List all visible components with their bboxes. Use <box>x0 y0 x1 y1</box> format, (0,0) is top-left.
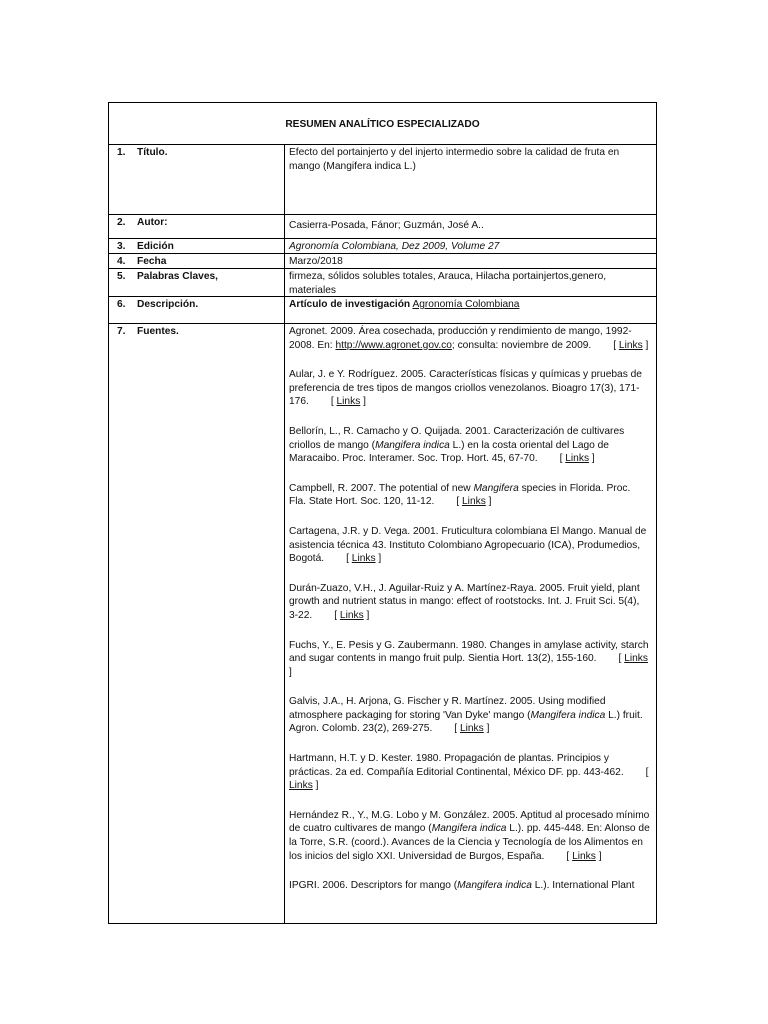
reference-item <box>289 582 650 623</box>
reference-item <box>289 639 650 680</box>
autor-value: Casierra-Posada, Fánor; Guzmán, José A.. <box>289 220 484 231</box>
row-descripcion <box>109 297 656 324</box>
links-label[interactable]: Links <box>459 723 484 735</box>
links-button[interactable]: [ Links ] <box>456 496 492 508</box>
links-button[interactable]: [ Links ] <box>289 766 649 792</box>
reference-species-name: Mangifera indica <box>530 709 606 721</box>
row-number: 1. <box>117 147 126 158</box>
titulo-value: Efecto del portainjerto y del injerto intermedio sobre la calidad de fruta en mango (Mangifera indica L.) <box>289 147 620 172</box>
summary-table <box>108 102 657 924</box>
row-titulo <box>109 145 656 215</box>
row-fecha <box>109 254 656 269</box>
reference-text: Bellorín, L., R. Camacho y O. Quijada. 2001. Caracterización de cultivares criollos de mango ( <box>289 425 625 451</box>
row-palabras <box>109 269 656 297</box>
reference-text: Campbell, R. 2007. The potential of new <box>289 482 474 494</box>
palabras-value: firmeza, sólidos solubles totales, Arauca, Hilacha portainjertos,genero, materiales <box>289 271 607 296</box>
row-number: 2. <box>117 217 126 228</box>
descripcion-value: Artículo de investigación <box>289 299 411 310</box>
reference-item <box>289 482 650 509</box>
reference-text: Hartmann, H.T. y D. Kester. 1980. Propagación de plantas. Principios y prácticas. 2a ed. Compañía Editorial Continental, México DF. pp. 443-462. <box>289 753 624 778</box>
reference-item <box>289 695 650 736</box>
links-label[interactable]: Links <box>565 453 590 465</box>
row-label: Autor: <box>137 217 168 228</box>
row-number: 6. <box>117 299 126 310</box>
links-label[interactable]: Links <box>624 653 648 665</box>
reference-item <box>289 425 650 466</box>
fecha-value: Marzo/2018 <box>289 256 343 267</box>
row-number: 7. <box>117 326 126 337</box>
row-autor <box>109 215 656 239</box>
links-button[interactable]: [ Links ] <box>289 653 648 678</box>
links-button[interactable]: [ Links ] <box>613 339 649 351</box>
reference-text: Cartagena, J.R. y D. Vega. 2001. Fruticultura colombiana El Mango. Manual de asistencia técnica 43. Instituto Colombiano Agropecuario (ICA), Produmedios, Bogotá. <box>289 525 647 565</box>
reference-item <box>289 368 650 409</box>
reference-item <box>289 809 650 863</box>
row-label: Título. <box>137 147 168 158</box>
reference-text: species in Florida. Proc. Fla. State Hort. Soc. 120, 11-12. <box>289 482 631 508</box>
reference-text: L.). pp. 445-448. En: Alonso de la Torre, S.R. (coord.). Avances de la Ciencia y Tecnología de los Alimentos en los inicios del siglo XXI. Universidad de Burgos, España. <box>289 823 650 862</box>
reference-text: Durán-Zuazo, V.H., J. Aguilar-Ruiz y A. Martínez-Raya. 2005. Fruit yield, plant growth and nutrient status in mango: effect of rootstocks. Int. J. Fruit Sci. 5(4), 3-22. <box>289 582 640 621</box>
links-label[interactable]: Links <box>618 339 643 351</box>
reference-text: Galvis, J.A., H. Arjona, G. Fischer y R. Martínez. 2005. Using modified atmosphere packaging for storing 'Van Dyke' mango ( <box>289 696 606 721</box>
row-edicion <box>109 239 656 254</box>
links-button[interactable]: [ Links ] <box>334 609 370 621</box>
row-label: Edición <box>137 241 174 252</box>
reference-item <box>289 879 650 893</box>
reference-text: Agronet. 2009. Área cosechada, producción y rendimiento de mango, 1992-2008. En: <box>289 326 632 351</box>
reference-species-name: Mangifera indica <box>457 880 532 892</box>
row-label: Descripción. <box>137 299 199 310</box>
links-label[interactable]: Links <box>289 780 313 792</box>
reference-species-name: Mangifera indica <box>375 439 450 451</box>
reference-item <box>289 525 650 566</box>
reference-species-name: Mangifera indica <box>431 823 507 835</box>
reference-item <box>289 325 650 352</box>
links-button[interactable]: [ Links ] <box>330 396 366 408</box>
reference-text: Aular, J. e Y. Rodríguez. 2005. Características físicas y químicas y pruebas de preferencia de tres tipos de mangos criollos venezolanos. Bioagro 17(3), 171-176. <box>289 369 642 408</box>
row-label: Palabras Claves, <box>137 271 218 282</box>
links-button[interactable]: [ Links ] <box>566 850 602 862</box>
links-button[interactable]: [ Links ] <box>454 723 490 735</box>
reference-text: Hernández R., Y., M.G. Lobo y M. González. 2005. Aptitud al procesado mínimo de cuatro cultivares de mango ( <box>289 809 650 835</box>
reference-text: Fuchs, Y., E. Pesis y G. Zaubermann. 1980. Changes in amylase activity, starch and sugar contents in mango fruit pulp. Sientia Hort. 13(2), 155-160. <box>289 639 649 665</box>
reference-text: L.). International Plant <box>531 880 635 892</box>
page-title: RESUMEN ANALÍTICO ESPECIALIZADO <box>109 103 656 145</box>
reference-species-name: Mangifera <box>473 482 519 494</box>
row-number: 5. <box>117 271 126 282</box>
links-label[interactable]: Links <box>339 609 364 621</box>
descripcion-link[interactable]: Agronomía Colombiana <box>412 299 520 310</box>
reference-text: L.) en la costa oriental del Lago de Maracaibo. Proc. Interamer. Soc. Trop. Hort. 45, 67-70. <box>289 439 609 465</box>
reference-text: IPGRI. 2006. Descriptors for mango ( <box>289 880 458 892</box>
reference-item <box>289 752 650 793</box>
references-list <box>285 324 656 924</box>
edicion-value: Agronomía Colombiana, Dez 2009, Volume 27 <box>289 241 500 252</box>
links-label[interactable]: Links <box>462 496 486 508</box>
links-button[interactable]: [ Links ] <box>346 553 382 565</box>
row-fuentes <box>109 324 656 924</box>
links-label[interactable]: Links <box>351 553 376 565</box>
row-number: 3. <box>117 241 126 252</box>
row-label: Fuentes. <box>137 326 179 337</box>
row-label: Fecha <box>137 256 167 267</box>
links-label[interactable]: Links <box>336 396 361 408</box>
links-label[interactable]: Links <box>572 850 596 862</box>
links-button[interactable]: [ Links ] <box>559 453 595 465</box>
row-number: 4. <box>117 256 126 267</box>
reference-text: ; consulta: noviembre de 2009. <box>451 339 592 351</box>
reference-url-link[interactable]: http://www.agronet.gov.co <box>335 339 452 351</box>
reference-text: L.) fruit. Agron. Colomb. 23(2), 269-275. <box>289 709 643 735</box>
